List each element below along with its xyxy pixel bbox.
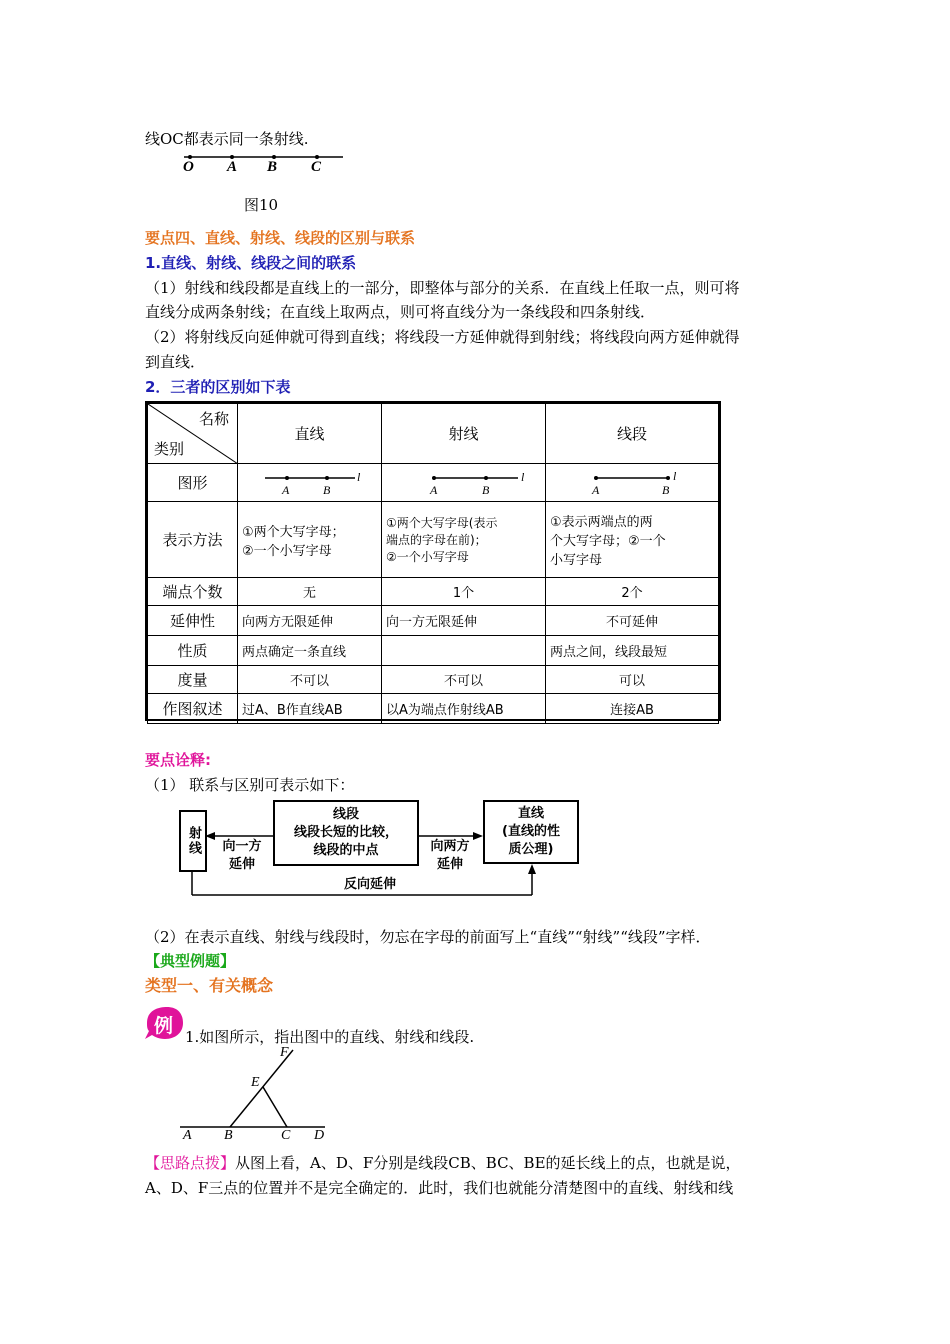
comparison-table — [145, 401, 721, 721]
notation-line — [238, 502, 382, 578]
measure-segment: 可以 — [546, 666, 719, 694]
segment-box-line1: 线段 — [332, 807, 359, 822]
row-label-notation: 表示方法 — [148, 502, 238, 578]
fig-point-b: B — [224, 1128, 233, 1143]
construct-ray: 以A为端点作射线AB — [382, 694, 546, 724]
section4-p1a: （1）射线和线段都是直线上的一部分，即整体与部分的关系．在直线上任取一点，则可将 — [145, 279, 740, 297]
fig10-point-a: A — [227, 159, 238, 175]
example-badge-text: 例 — [154, 1015, 174, 1037]
notation-seg-2: 个大写字母；②一个 — [550, 534, 666, 549]
row-label-extension: 延伸性 — [148, 606, 238, 636]
notation-ray — [382, 502, 546, 578]
figure-line-b: B — [322, 482, 330, 497]
notation-segment — [546, 502, 719, 578]
ray-box — [179, 810, 207, 872]
question-1: 1.如图所示，指出图中的直线、射线和线段. — [185, 1028, 475, 1046]
row-label-construct: 作图叙述 — [148, 694, 238, 724]
construct-line: 过A、B作直线AB — [238, 694, 382, 724]
notes-title: 要点诠释: — [145, 751, 211, 769]
notation-ray-2: 端点的字母在前)； — [386, 533, 487, 547]
notation-line-1: ①两个大写字母； — [242, 524, 345, 540]
measure-ray: 不可以 — [382, 666, 546, 694]
corner-name: 名称 — [198, 410, 229, 428]
notes-n2: （2）在表示直线、射线与线段时，勿忘在字母的前面写上“直线”“射线”“线段”字样． — [145, 928, 711, 946]
examples-header: 【典型例题】 — [145, 952, 236, 970]
extension-ray: 向一方无限延伸 — [382, 606, 546, 636]
endpoints-ray: 1个 — [382, 578, 546, 606]
header-ray: 射线 — [382, 404, 546, 464]
extension-segment: 不可延伸 — [546, 606, 719, 636]
segment-box-line3: 线段的中点 — [313, 843, 379, 858]
line-box — [483, 800, 579, 864]
section4-p2b: 到直线． — [145, 353, 206, 371]
figure-seg-a: A — [592, 482, 600, 497]
figure-seg-l: l — [673, 468, 677, 483]
notation-ray-1: ①两个大写字母(表示 — [386, 516, 498, 530]
figure-ray-b: B — [481, 482, 489, 497]
type1-title: 类型一、有关概念 — [145, 976, 274, 995]
section4-p2a: （2）将射线反向延伸就可得到直线；将线段一方延伸就得到射线；将线段向两方延伸就得 — [145, 328, 740, 346]
fig10-point-c: C — [311, 159, 322, 175]
figure-ray — [382, 464, 546, 502]
header-segment: 线段 — [546, 404, 719, 464]
fig10-point-o: O — [183, 159, 194, 175]
header-line: 直线 — [238, 404, 382, 464]
figure-10 — [180, 148, 350, 184]
hint-line-2: A、D、F三点的位置并不是完全确定的．此时，我们也就能分清楚图中的直线、射线和线 — [145, 1179, 734, 1197]
line-box-line2: (直线的性 — [502, 824, 560, 839]
ray-box-label: 射线 — [186, 826, 201, 856]
figure-line-l: l — [356, 469, 360, 484]
segment-box — [273, 800, 419, 866]
row-label-measure: 度量 — [148, 666, 238, 694]
row-label-property: 性质 — [148, 636, 238, 666]
label-one-way — [213, 838, 271, 874]
fig-point-a: A — [183, 1128, 192, 1143]
figure-ray-l: l — [520, 469, 524, 484]
notes-n1: （1） 联系与区别可表示如下： — [145, 776, 355, 794]
section4-sub1: 1.直线、射线、线段之间的联系 — [145, 254, 357, 272]
row-label-endpoints: 端点个数 — [148, 578, 238, 606]
table-corner — [148, 404, 238, 464]
construct-segment: 连接AB — [546, 694, 719, 724]
fig-point-f: F — [280, 1045, 289, 1060]
hint-line-1 — [145, 1151, 741, 1176]
segment-box-line2: 线段长短的比较， — [293, 825, 398, 840]
fig-point-d: D — [314, 1128, 325, 1143]
notation-ray-3: ②一个小写字母 — [386, 550, 469, 564]
row-label-figure: 图形 — [148, 464, 238, 502]
fig-point-e: E — [251, 1075, 260, 1090]
property-ray — [382, 636, 546, 666]
fig-point-c: C — [281, 1128, 291, 1143]
figure-segment — [546, 464, 719, 502]
extension-line: 向两方无限延伸 — [238, 606, 382, 636]
notation-seg-1: ①表示两端点的两 — [550, 515, 653, 530]
line-box-line3: 质公理) — [508, 842, 554, 857]
section4-sub2: 2．三者的区别如下表 — [145, 378, 291, 396]
endpoints-line: 无 — [238, 578, 382, 606]
line-box-line1: 直线 — [517, 806, 544, 821]
label-one-way-1: 向一方 — [222, 839, 262, 854]
figure-line — [238, 464, 382, 502]
hint-text-a: 从图上看，A、D、F分别是线段CB、BC、BE的延长线上的点，也就是说， — [235, 1154, 741, 1172]
endpoints-segment: 2个 — [546, 578, 719, 606]
label-two-way — [421, 838, 479, 874]
fig10-point-b: B — [267, 159, 278, 175]
intro-line: 线OC都表示同一条射线. — [145, 130, 309, 148]
label-reverse: 反向延伸 — [343, 877, 396, 892]
hint-label: 【思路点拨】 — [145, 1154, 236, 1172]
example-badge — [143, 1005, 185, 1041]
label-one-way-2: 延伸 — [228, 857, 255, 872]
fig10-caption: 图10 — [244, 196, 279, 214]
figure-ray-a: A — [429, 482, 437, 497]
notation-seg-3: 小写字母 — [550, 553, 603, 568]
figure-seg-b: B — [662, 482, 670, 497]
label-two-way-1: 向两方 — [430, 839, 470, 854]
section4-p1b: 直线分成两条射线；在直线上取两点，则可将直线分为一条线段和四条射线． — [145, 303, 656, 321]
corner-category: 类别 — [154, 440, 185, 458]
measure-line: 不可以 — [238, 666, 382, 694]
notation-line-2: ②一个小写字母 — [242, 543, 332, 559]
figure-line-a: A — [281, 482, 289, 497]
property-segment: 两点之间，线段最短 — [546, 636, 719, 666]
section4-title: 要点四、直线、射线、线段的区别与联系 — [145, 229, 416, 247]
label-two-way-2: 延伸 — [436, 857, 463, 872]
property-line: 两点确定一条直线 — [238, 636, 382, 666]
